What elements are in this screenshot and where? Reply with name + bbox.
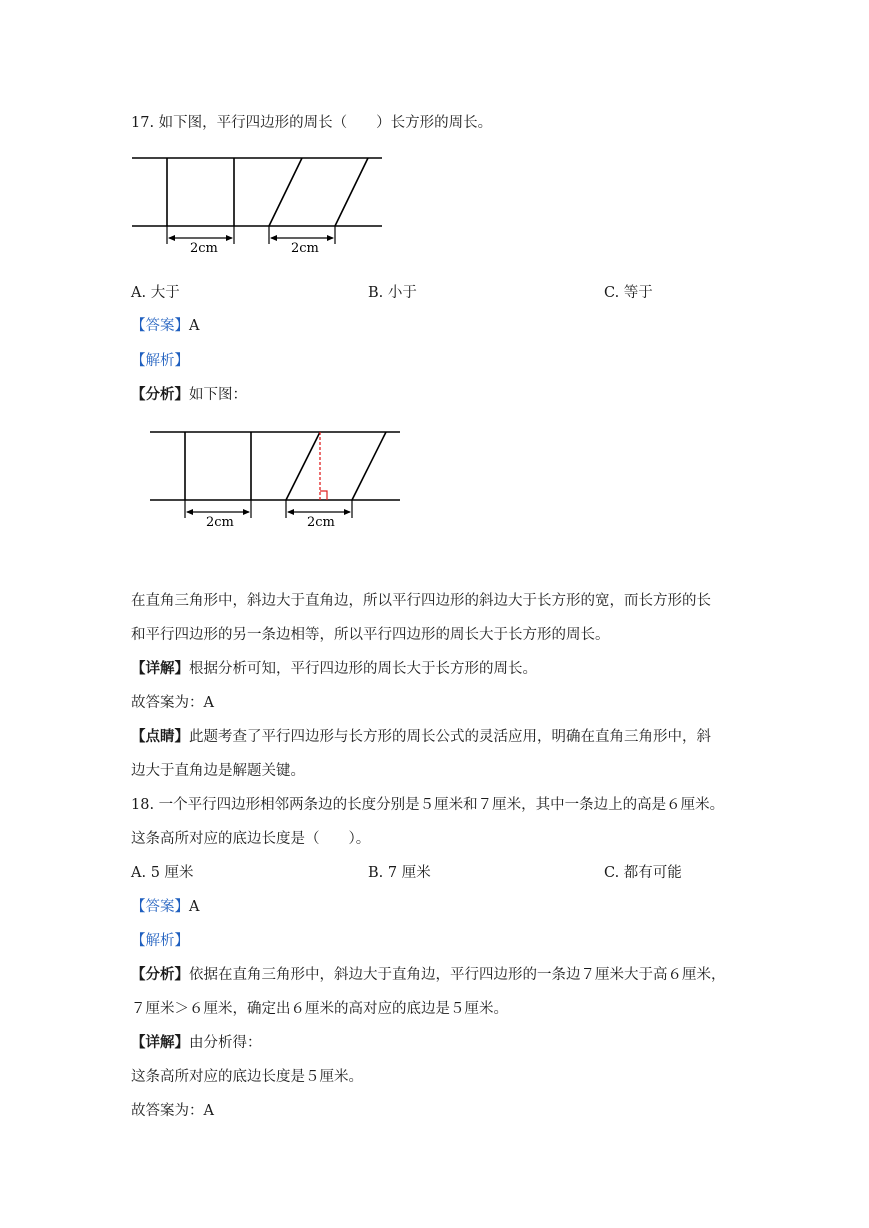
q17-comment-tag: 【点睛】 <box>131 728 189 745</box>
q17-option-b: B. 小于 <box>368 285 417 301</box>
q17-fig2-label-left: 2cm <box>206 515 234 530</box>
q17-fig-label-left: 2cm <box>190 241 218 256</box>
q17-fenxi-text: 如下图： <box>189 387 247 403</box>
q18-detail-line <box>131 1033 262 1053</box>
q17-fig2-label-right: 2cm <box>307 515 335 530</box>
q17-stem: 17. 如下图，平行四边形的周长（ ）长方形的周长。 <box>131 115 493 131</box>
q17-detail-line <box>131 659 537 679</box>
q17-analysis-figure <box>146 424 406 536</box>
q18-detail-tag: 【详解】 <box>131 1034 189 1051</box>
q17-comment-text2: 边大于直角边是解题关键。 <box>131 763 305 779</box>
q18-stem1: 18. 一个平行四边形相邻两条边的长度分别是５厘米和７厘米，其中一条边上的高是６厘米。 <box>131 797 725 813</box>
q18-fenxi-line <box>131 965 726 985</box>
q18-stem2: 这条高所对应的底边长度是（ ）。 <box>131 831 371 847</box>
q18-option-b: B. 7 厘米 <box>368 865 431 881</box>
q17-fig-label-right: 2cm <box>291 241 319 256</box>
q17-figure <box>128 150 388 260</box>
q18-option-c: C. 都有可能 <box>604 865 682 881</box>
q18-detail-line2: 这条高所对应的底边长度是５厘米。 <box>131 1069 363 1085</box>
q17-answer-tag: 【答案】 <box>131 318 189 334</box>
q17-answer: A <box>189 318 200 334</box>
q18-final: 故答案为：A <box>131 1103 214 1119</box>
q17-answer-line <box>131 316 199 336</box>
q18-fenxi-text2: ７厘米＞６厘米，确定出６厘米的高对应的底边是５厘米。 <box>131 1001 508 1017</box>
q18-analysis-tag: 【解析】 <box>131 933 189 949</box>
q17-detail-text: 根据分析可知，平行四边形的周长大于长方形的周长。 <box>189 661 537 677</box>
q17-fenxi-line <box>131 385 247 405</box>
q17-final: 故答案为：A <box>131 695 214 711</box>
q17-fenxi-tag: 【分析】 <box>131 386 189 403</box>
q17-para2: 和平行四边形的另一条边相等，所以平行四边形的周长大于长方形的周长。 <box>131 627 610 643</box>
q17-detail-tag: 【详解】 <box>131 660 189 677</box>
q18-answer-tag: 【答案】 <box>131 899 189 915</box>
q18-option-a: A. 5 厘米 <box>131 865 194 881</box>
q17-para1: 在直角三角形中，斜边大于直角边，所以平行四边形的斜边大于长方形的宽，而长方形的长 <box>131 593 711 609</box>
q18-detail-text: 由分析得： <box>189 1035 262 1051</box>
q18-answer-line <box>131 897 199 917</box>
q18-answer: A <box>189 899 200 915</box>
q17-option-a: A. 大于 <box>131 285 180 301</box>
q17-option-c: C. 等于 <box>604 285 653 301</box>
q18-fenxi-text: 依据在直角三角形中，斜边大于直角边，平行四边形的一条边７厘米大于高６厘米， <box>189 967 726 983</box>
q17-analysis-tag: 【解析】 <box>131 353 189 369</box>
q18-fenxi-tag: 【分析】 <box>131 966 189 983</box>
q17-comment-text: 此题考查了平行四边形与长方形的周长公式的灵活应用，明确在直角三角形中，斜 <box>189 729 711 745</box>
q17-comment-line <box>131 727 711 747</box>
